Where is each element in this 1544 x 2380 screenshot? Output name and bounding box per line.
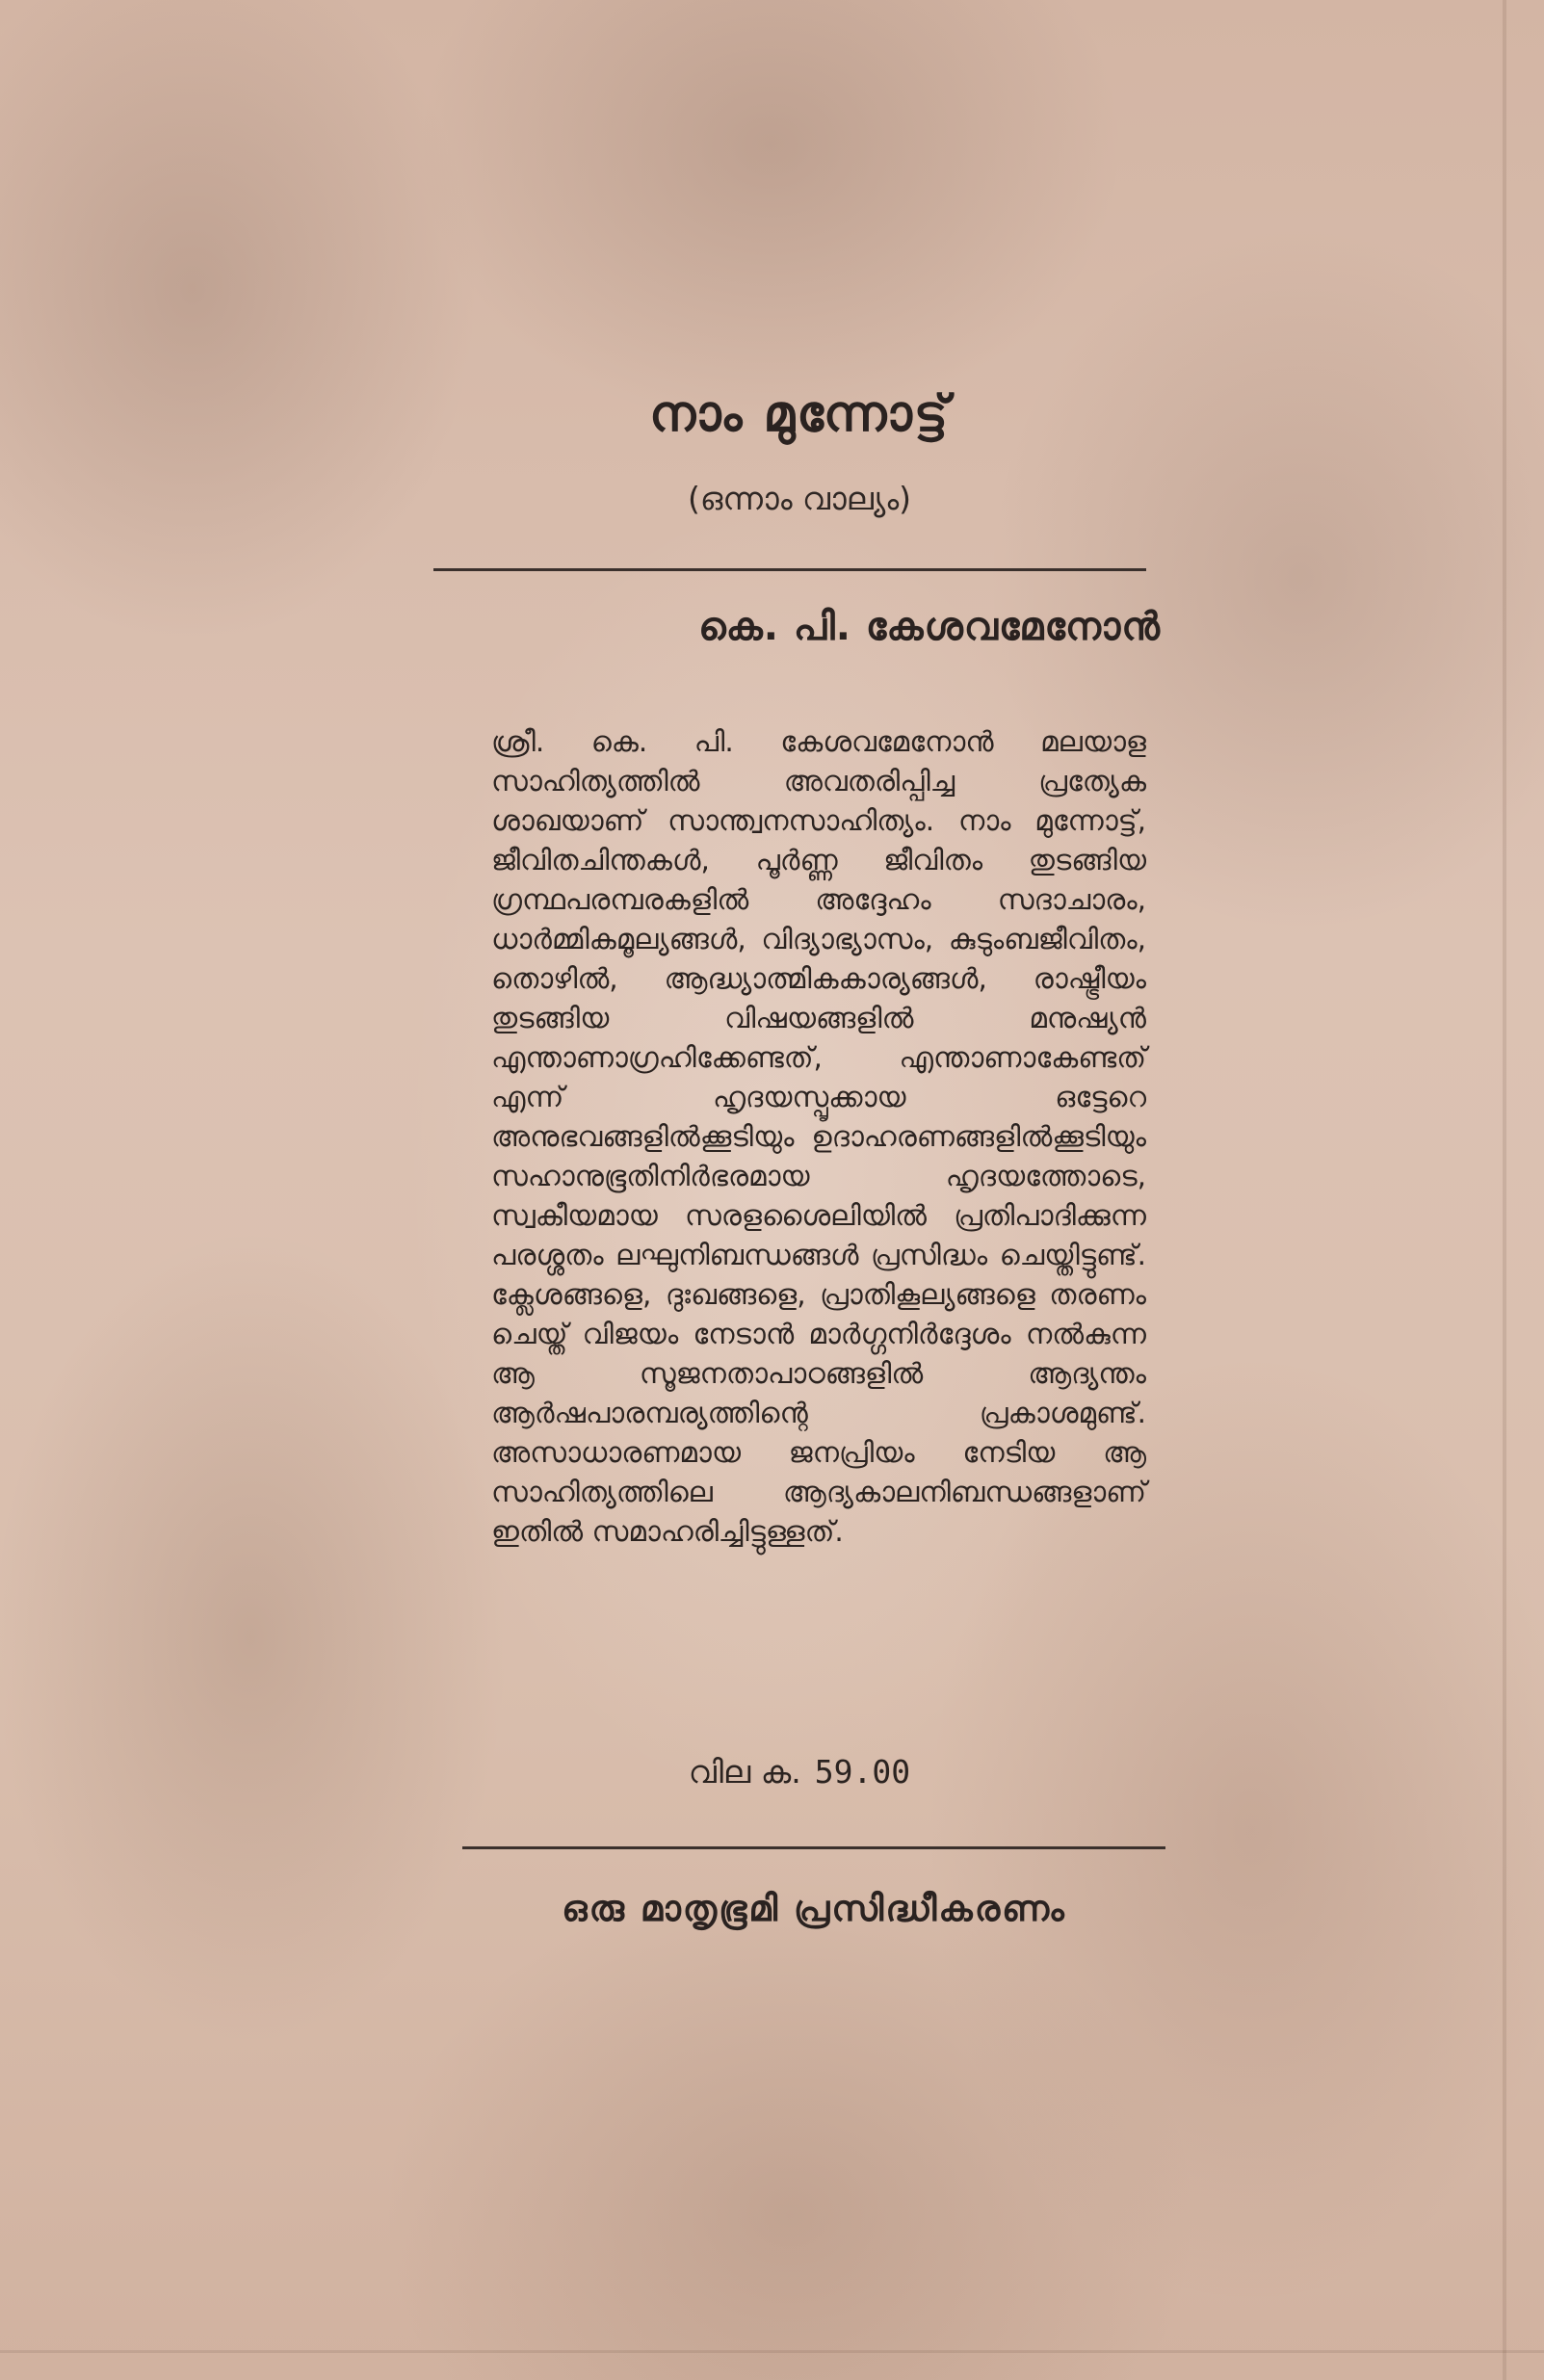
divider: [462, 1846, 1165, 1849]
publisher-line: ഒരു മാതൃഭൂമി പ്രസിദ്ധീകരണം: [562, 1888, 1066, 1929]
price-value: 59.00: [814, 1753, 911, 1791]
paper-crease: [1503, 0, 1506, 2380]
price: [433, 1753, 1165, 1792]
divider: [433, 568, 1146, 571]
paper-crease: [0, 2350, 1544, 2353]
volume-label: (ഒന്നാം വാല്യം): [687, 480, 912, 517]
price-label: വില ക.: [688, 1753, 801, 1791]
blurb-text: ശ്രീ. കെ. പി. കേശവമേനോൻ മലയാള സാഹിത്യത്തിൽ അവതരിപ്പിച്ച പ്രത്യേക ശാഖയാണ് സാന്ത്വനസാഹിത്യം. നാം മുന്നോട്ട്, ജീവിതചിന്തകൾ, പൂർണ്ണ ജീവിതം തുടങ്ങിയ ഗ്രന്ഥപരമ്പരകളിൽ അദ്ദേഹം സദാചാരം, ധാർമ്മികമൂല്യങ്ങൾ, വിദ്യാഭ്യാസം, കുടുംബജീവിതം, തൊഴിൽ, ആദ്ധ്യാത്മികകാര്യങ്ങൾ, രാഷ്ട്രീയം തുടങ്ങിയ വിഷയങ്ങളിൽ മനുഷ്യൻ എന്താണാഗ്രഹിക്കേണ്ടത്, എന്താണാകേണ്ടത് എന്ന് ഹൃദയസ്പൃക്കായ ഒട്ടേറെ അനുഭവങ്ങളിൽക്കൂടിയും ഉദാഹരണങ്ങളിൽക്കൂടിയും സഹാനുഭൂതിനിർഭരമായ ഹൃദയത്തോടെ, സ്വകീയമായ സരളശൈലിയിൽ പ്രതിപാദിക്കുന്ന പരശ്ശതം ലഘുനിബന്ധങ്ങൾ പ്രസിദ്ധം ചെയ്തിട്ടുണ്ട്. ക്ലേശങ്ങളെ, ദുഃഖങ്ങളെ, പ്രാതികൂല്യങ്ങളെ തരണം ചെയ്ത് വിജയം നേടാൻ മാർഗ്ഗനിർദ്ദേശം നൽകുന്ന ആ സൂജനതാപാഠങ്ങളിൽ ആദ്യന്തം ആർഷപാരമ്പര്യത്തിന്റെ പ്രകാശമുണ്ട്. അസാധാരണമായ ജനപ്രിയം നേടിയ ആ സാഹിത്യത്തിലെ ആദ്യകാലനിബന്ധങ്ങളാണ് ഇതിൽ സമാഹരിച്ചിട്ടുള്ളത്.: [491, 725, 1146, 1548]
book-title: നാം മുന്നോട്ട്: [649, 385, 950, 443]
author-name: കെ. പി. കേശവമേനോൻ: [698, 605, 1161, 649]
